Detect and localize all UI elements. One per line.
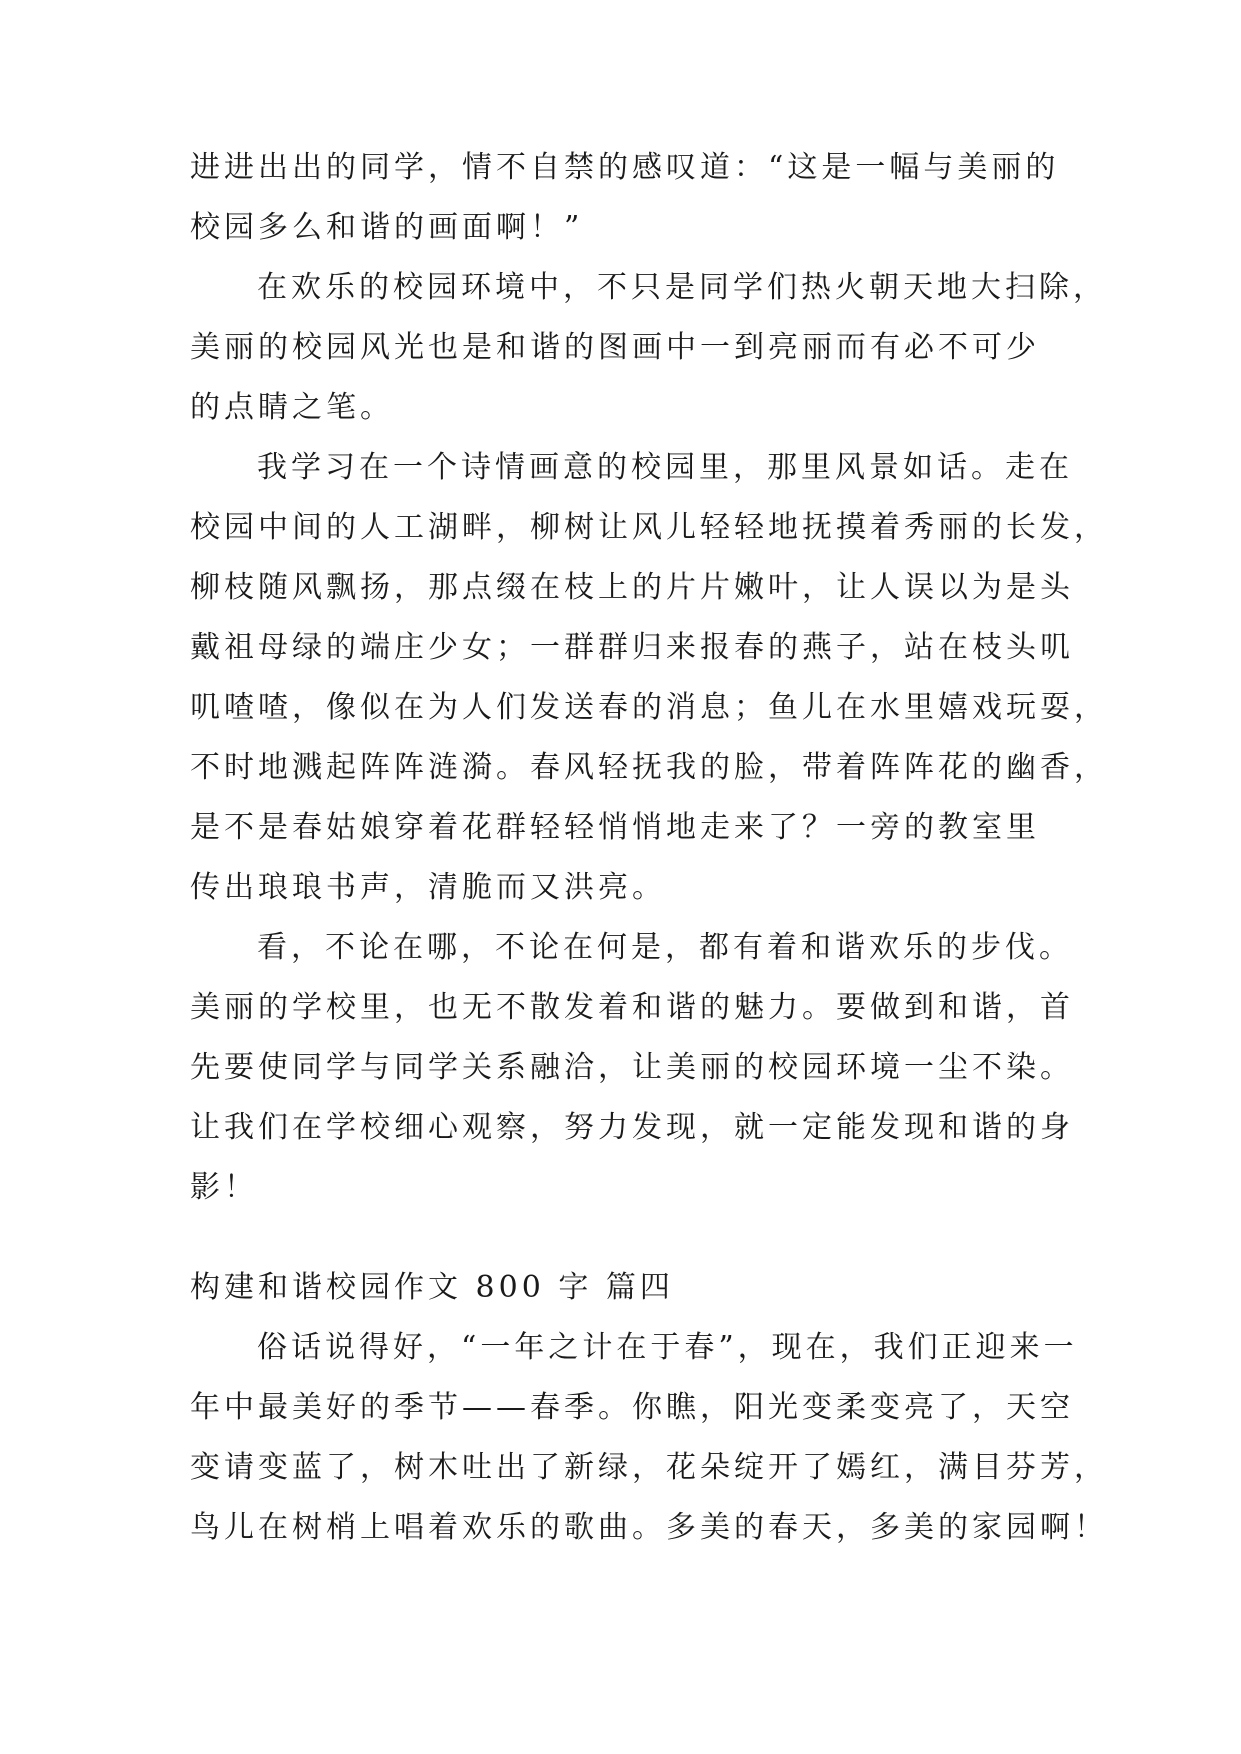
text-line: 戴祖母绿的端庄少女；一群群归来报春的燕子，站在枝头叽 [190,630,1074,665]
text-line: 校园多么和谐的画面啊！” [190,210,584,245]
text-line: 让我们在学校细心观察，努力发现，就一定能发现和谐的身 [190,1110,1074,1145]
text-line: 叽喳喳，像似在为人们发送春的消息；鱼儿在水里嬉戏玩耍， [190,690,1108,725]
text-line: 看，不论在哪，不论在何是，都有着和谐欢乐的步伐。 [257,930,1073,965]
text-line: 进进出出的同学，情不自禁的感叹道：“这是一幅与美丽的 [190,150,1060,185]
text-line: 校园中间的人工湖畔，柳树让风儿轻轻地抚摸着秀丽的长发， [190,510,1108,545]
text-line: 我学习在一个诗情画意的校园里，那里风景如话。走在 [257,450,1073,485]
section-heading: 构建和谐校园作文 800 字 篇四 [190,1270,674,1305]
text-line: 传出琅琅书声，清脆而又洪亮。 [190,870,666,905]
text-line: 不时地溅起阵阵涟漪。春风轻抚我的脸，带着阵阵花的幽香， [190,750,1108,785]
text-line: 变请变蓝了，树木吐出了新绿，花朵绽开了嫣红，满目芬芳， [190,1450,1108,1485]
text-line: 在欢乐的校园环境中，不只是同学们热火朝天地大扫除， [257,270,1107,305]
text-line: 是不是春姑娘穿着花群轻轻悄悄地走来了？一旁的教室里 [190,810,1040,845]
text-line: 鸟儿在树梢上唱着欢乐的歌曲。多美的春天，多美的家园啊！ [190,1510,1108,1545]
text-line: 的点睛之笔。 [190,390,394,425]
text-line: 俗话说得好，“一年之计在于春”，现在，我们正迎来一 [257,1330,1078,1365]
text-line: 美丽的校园风光也是和谐的图画中一到亮丽而有必不可少 [190,330,1040,365]
text-line: 美丽的学校里，也无不散发着和谐的魅力。要做到和谐，首 [190,990,1074,1025]
text-line: 先要使同学与同学关系融洽，让美丽的校园环境一尘不染。 [190,1050,1074,1085]
text-line: 柳枝随风飘扬，那点缀在枝上的片片嫩叶，让人误以为是头 [190,570,1074,605]
text-line: 影！ [190,1170,258,1205]
text-line: 年中最美好的季节——春季。你瞧，阳光变柔变亮了，天空 [190,1390,1074,1425]
